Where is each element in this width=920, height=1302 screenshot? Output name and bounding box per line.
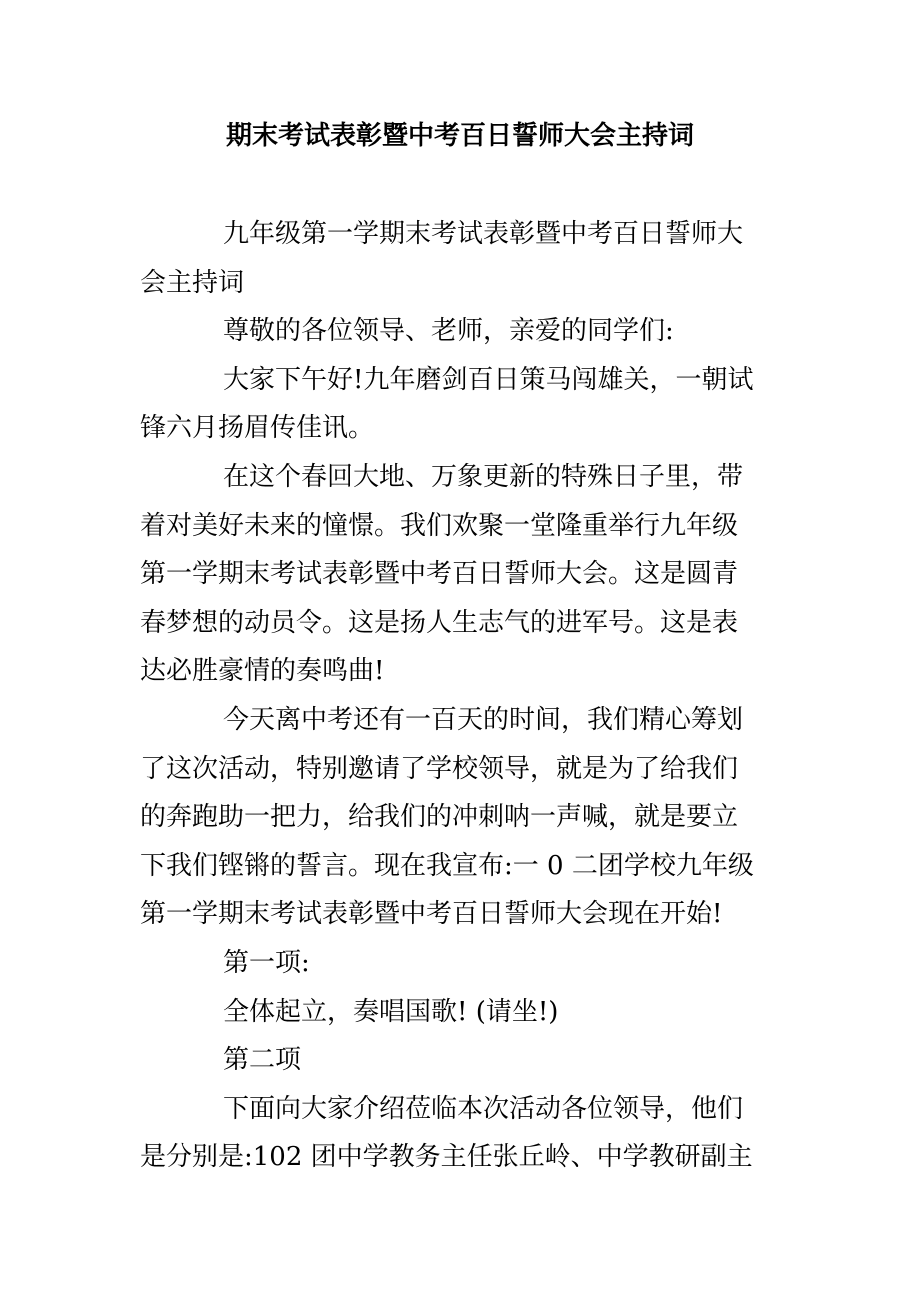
text-line: 今天离中考还有一百天的时间，我们精心筹划: [223, 704, 744, 735]
paragraph-item-one: [140, 939, 780, 988]
text-line: 达必胜豪情的奏鸣曲!: [140, 656, 385, 687]
text-line: 第一项:: [223, 947, 310, 978]
text-line: 锋六月扬眉传佳讯。: [140, 413, 375, 444]
text-line: 下面向大家介绍莅临本次活动各位领导，他们: [223, 1093, 744, 1124]
text-line: 是分别是:102 团中学教务主任张丘岭、中学教研副主: [140, 1142, 753, 1173]
paragraph-intro: [140, 210, 780, 307]
text-line: 在这个春回大地、万象更新的特殊日子里，带: [223, 461, 744, 492]
text-line: 春梦想的动员令。这是扬人生志气的进军号。这是表: [140, 607, 739, 638]
text-line: 全体起立，奏唱国歌! (请坐!): [223, 996, 559, 1027]
document-body: [140, 210, 780, 1182]
paragraph-item-two: [140, 1036, 780, 1085]
text-line: 第一学期末考试表彰暨中考百日誓师大会。这是圆青: [140, 559, 739, 590]
text-line: 的奔跑助一把力，给我们的冲刺呐一声喊，就是要立: [140, 802, 739, 833]
text-line: 下我们铿锵的誓言。现在我宣布:一 0 二团学校九年级: [140, 850, 754, 881]
text-line: 着对美好未来的憧憬。我们欢聚一堂隆重举行九年级: [140, 510, 739, 541]
text-line: 大家下午好!九年磨剑百日策马闯雄关，一朝试: [223, 364, 754, 395]
paragraph-anthem: [140, 988, 780, 1037]
paragraph-greeting: [140, 307, 780, 356]
document-title: 期末考试表彰暨中考百日誓师大会主持词: [225, 121, 694, 151]
text-line: 第一学期末考试表彰暨中考百日誓师大会现在开始!: [140, 899, 723, 930]
paragraph-occasion: [140, 453, 780, 696]
text-line: 九年级第一学期末考试表彰暨中考百日誓师大: [223, 219, 744, 249]
text-line: 第二项: [223, 1045, 302, 1076]
text-line: 会主持词: [140, 267, 245, 298]
paragraph-announcement: [140, 696, 780, 939]
text-line: 尊敬的各位领导、老师，亲爱的同学们:: [223, 316, 674, 347]
paragraph-introductions: [140, 1085, 780, 1182]
text-line: 了这次活动，特别邀请了学校领导，就是为了给我们: [140, 753, 739, 784]
paragraph-opening: [140, 356, 780, 453]
